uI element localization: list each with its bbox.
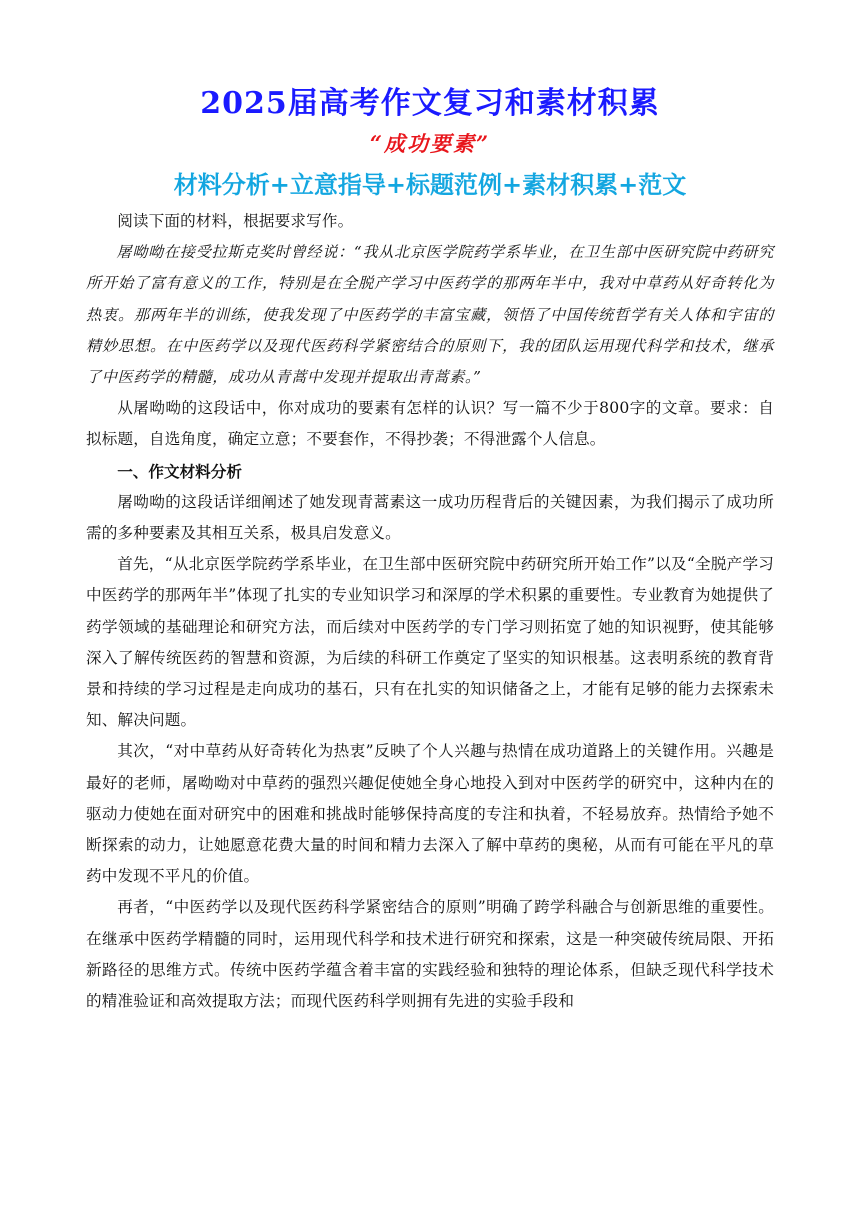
quote-paragraph: 屠呦呦在接受拉斯克奖时曾经说：“我从北京医学院药学系毕业，在卫生部中医研究院中药研究所开始了富有意义的工作，特别是在全脱产学习中医药学的那两年半中，我对中草药从好奇转化为热衷。那两年半的训练，使我发现了中医药学的丰富宝藏，领悟了中国传统哲学有关人体和宇宙的精妙思想。在中医药学以及现代医药科学紧密结合的原则下，我的团队运用现代科学和技术，继承了中医药学的精髓，成功从青蒿中发现并提取出青蒿素。”	[86, 243, 774, 387]
prompt-paragraph: 从屠呦呦的这段话中，你对成功的要素有怎样的认识？写一篇不少于800字的文章。要求：自拟标题，自选角度，确定立意；不要套作，不得抄袭；不得泄露个人信息。	[86, 399, 774, 449]
intro-paragraph: 阅读下面的材料，根据要求写作。	[117, 212, 354, 230]
analysis-paragraph-1: 屠呦呦的这段话详细阐述了她发现青蒿素这一成功历程背后的关键因素，为我们揭示了成功所需的多种要素及其相互关系，极具启发意义。	[86, 492, 774, 543]
document-title: 2025届高考作文复习和素材积累	[200, 86, 660, 121]
section-heading: 一、作文材料分析	[117, 461, 242, 481]
analysis-paragraph-3: 其次，“对中草药从好奇转化为热衷”反映了个人兴趣与热情在成功道路上的关键作用。兴趣是最好的老师，屠呦呦对中草药的强烈兴趣促使她全身心地投入到对中医药学的研究中，这种内在的驱动力使她在面对研究中的困难和挑战时能够保持高度的专注和执着，不轻易放弃。热情给予她不断探索的动力，让她愿意花费大量的时间和精力去深入了解中草药的奥秘，从而有可能在平凡的草药中发现不平凡的价值。	[86, 742, 774, 886]
document-strapline: 材料分析+立意指导+标题范例+素材积累+范文	[173, 170, 687, 199]
analysis-paragraph-2: 首先，“从北京医学院药学系毕业，在卫生部中医研究院中药研究所开始工作”以及“全脱产学习中医药学的那两年半”体现了扎实的专业知识学习和深厚的学术积累的重要性。专业教育为她提供了药学领域的基础理论和研究方法，而后续对中医药学的专门学习则拓宽了她的知识视野，使其能够深入了解传统医药的智慧和资源，为后续的科研工作奠定了坚实的知识根基。这表明系统的教育背景和持续的学习过程是走向成功的基石，只有在扎实的知识储备之上，才能有足够的能力去探索未知、解决问题。	[86, 555, 774, 730]
analysis-paragraph-4: 再者，“中医药学以及现代医药科学紧密结合的原则”明确了跨学科融合与创新思维的重要性。在继承中医药学精髓的同时，运用现代科学和技术进行研究和探索，这是一种突破传统局限、开拓新路径的思维方式。传统中医药学蕴含着丰富的实践经验和独特的理论体系，但缺乏现代科学技术的精准验证和高效提取方法；而现代医药科学则拥有先进的实验手段和	[86, 898, 774, 1011]
document-subtitle: “成功要素”	[369, 131, 491, 156]
